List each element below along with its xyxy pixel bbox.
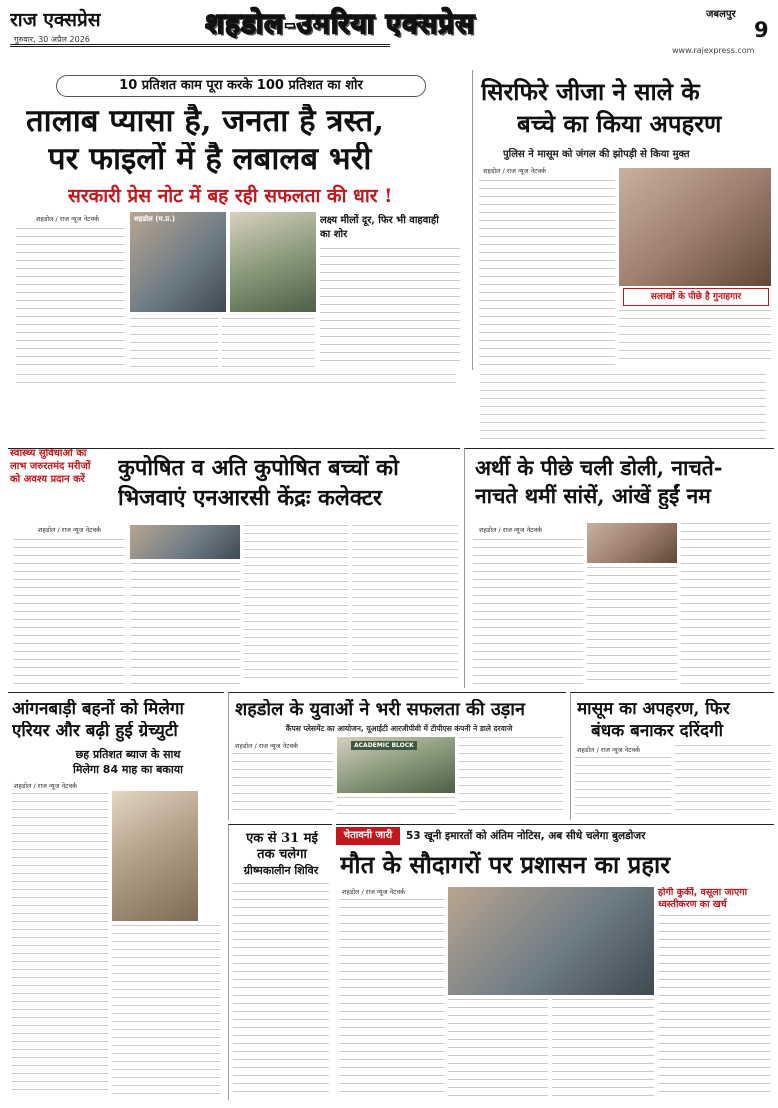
story-talab <box>8 70 468 370</box>
headline: शहडोल के युवाओं ने भरी सफलता की उड़ान <box>235 699 525 720</box>
website: www.rajexpress.com <box>672 46 755 55</box>
masthead <box>0 0 778 60</box>
body-column <box>459 737 563 817</box>
deck-line-1: छह प्रतिशत ब्याज के साथ <box>75 748 181 761</box>
story-buldozer <box>336 824 774 1100</box>
body-column <box>130 318 218 368</box>
byline: शहडोल / राज न्यूज नेटवर्क <box>342 888 406 896</box>
news-photo <box>112 791 198 921</box>
byline: शहडोल / राज न्यूज नेटवर्क <box>38 526 102 534</box>
strap: 53 खूनी इमारतों को अंतिम नोटिस, अब सीधे चलेगा बुलडोजर <box>406 830 646 842</box>
deck: कैंपस प्लेसमेंट का आयोजन, यूआईटी आरजीपीवी में टीपीएस कंपनी ने डाले दरवाजे <box>285 724 513 733</box>
headline-line-2: एरियर और बढ़ी हुई ग्रेच्युटी <box>12 721 178 741</box>
body-column <box>14 539 124 685</box>
body-column <box>480 374 766 444</box>
body-column <box>337 797 455 817</box>
brand-name: राज एक्सप्रेस <box>10 9 101 31</box>
body-column <box>619 310 771 366</box>
byline: शहडोल / राज न्यूज नेटवर्क <box>483 167 547 175</box>
masthead-rule <box>10 44 390 47</box>
headline-line-2: बंधक बनाकर दरिंदगी <box>591 721 723 741</box>
headline-line-1: आंगनबाड़ी बहनों को मिलेगा <box>12 699 184 719</box>
story-arthi <box>464 448 774 688</box>
photo-badge: शहडोल (म.प्र.) <box>134 215 176 223</box>
body-column <box>448 999 548 1097</box>
news-photo <box>130 525 240 559</box>
body-column <box>112 925 220 1097</box>
body-column <box>681 523 771 685</box>
body-column <box>233 753 333 817</box>
body-column <box>12 793 108 1097</box>
story-yuva <box>228 692 566 820</box>
headline-line-3: ग्रीष्मकालीन शिविर <box>243 864 319 877</box>
headline-line-2: भिजवाएं एनआरसी केंद्रः कलेक्टर <box>118 485 382 511</box>
side-strap: होगी कुर्की, वसूला जाएगा ध्वस्तीकरण का खर्च <box>658 887 748 910</box>
headline-line-1: तालाब प्यासा है, जनता है त्रस्त, <box>26 104 384 138</box>
story-kuposhit <box>8 448 460 688</box>
story-masoom <box>570 692 774 820</box>
headline-line-2: नाचते थमीं सांसें, आंखें हुईं नम <box>475 483 711 508</box>
body-column <box>320 248 460 368</box>
headline-line-2: तक चलेगा <box>257 847 307 862</box>
headline-line-1: कुपोषित व अति कुपोषित बच्चों को <box>118 455 399 481</box>
deck-line-2: मिलेगा 84 माह का बकाया <box>73 763 183 776</box>
headline-line-2: बच्चे का किया अपहरण <box>517 110 722 138</box>
news-photo <box>337 737 455 793</box>
news-photo <box>587 523 677 563</box>
story-anganwadi <box>8 692 224 1100</box>
news-photo <box>130 212 226 312</box>
body-column <box>352 525 458 685</box>
body-column <box>233 883 329 1097</box>
body-column <box>340 899 444 1097</box>
issue-date: गुरुवार, 30 अप्रैल 2026 <box>14 35 90 44</box>
story-jija <box>472 70 774 370</box>
body-column <box>552 999 654 1097</box>
byline: शहडोल / राज न्यूज नेटवर्क <box>235 742 299 750</box>
headline-line-1: एक से 31 मई <box>246 831 318 846</box>
page-number: 9 <box>754 18 769 42</box>
body-column <box>16 228 124 368</box>
body-column <box>658 915 770 1097</box>
edition-city: जबलपुर <box>706 9 736 20</box>
side-strap: स्वास्थ्य सुविधाओं का लाभ जरुरतमंद मरीजों को अवश्य प्रदान करें <box>10 448 91 485</box>
body-column <box>16 374 456 390</box>
warning-tag: चेतावनी जारी <box>336 827 400 845</box>
body-column <box>587 567 677 685</box>
body-column <box>222 318 314 368</box>
news-photo <box>619 168 771 286</box>
news-photo <box>230 212 316 312</box>
story-shivir <box>228 824 332 1100</box>
body-column <box>675 745 771 817</box>
body-column <box>575 757 671 817</box>
headline-line-2: पर फाइलों में है लबालब भरी <box>48 142 372 176</box>
byline: शहडोल / राज न्यूज नेटवर्क <box>14 782 78 790</box>
page-title: शहडोल-उमरिया एक्सप्रेस <box>205 7 476 40</box>
body-column <box>479 180 615 366</box>
body-column <box>244 525 348 685</box>
side-box-title: सलाखों के पीछे है गुनाहगार <box>623 288 769 306</box>
body-column <box>473 539 583 685</box>
headline: मौत के सौदागरों पर प्रशासन का प्रहार <box>340 851 671 879</box>
headline-line-1: अर्थी के पीछे चली डोली, नाचते- <box>475 455 723 480</box>
byline: शहडोल / राज न्यूज नेटवर्क <box>479 526 543 534</box>
kicker: 10 प्रतिशत काम पूरा करके 100 प्रतिशत का शोर <box>56 75 426 97</box>
deck: पुलिस ने मासूम को जंगल की झोपड़ी से किया मुक्त <box>503 149 690 160</box>
headline-line-1: सिरफिरे जीजा ने साले के <box>481 78 700 106</box>
body-column <box>130 563 240 685</box>
byline: शहडोल / राज न्यूज नेटवर्क <box>36 215 100 223</box>
photo-sign: ACADEMIC BLOCK <box>351 741 417 750</box>
headline-line-1: मासूम का अपहरण, फिर <box>577 699 730 719</box>
deck: सरकारी प्रेस नोट में बह रही सफलता की धार ! <box>68 185 393 207</box>
subhead: लक्ष्य मीलों दूर, फिर भी वाहवाही का शोर <box>320 215 439 240</box>
byline: शहडोल / राज न्यूज नेटवर्क <box>577 746 641 754</box>
news-photo <box>448 887 654 995</box>
